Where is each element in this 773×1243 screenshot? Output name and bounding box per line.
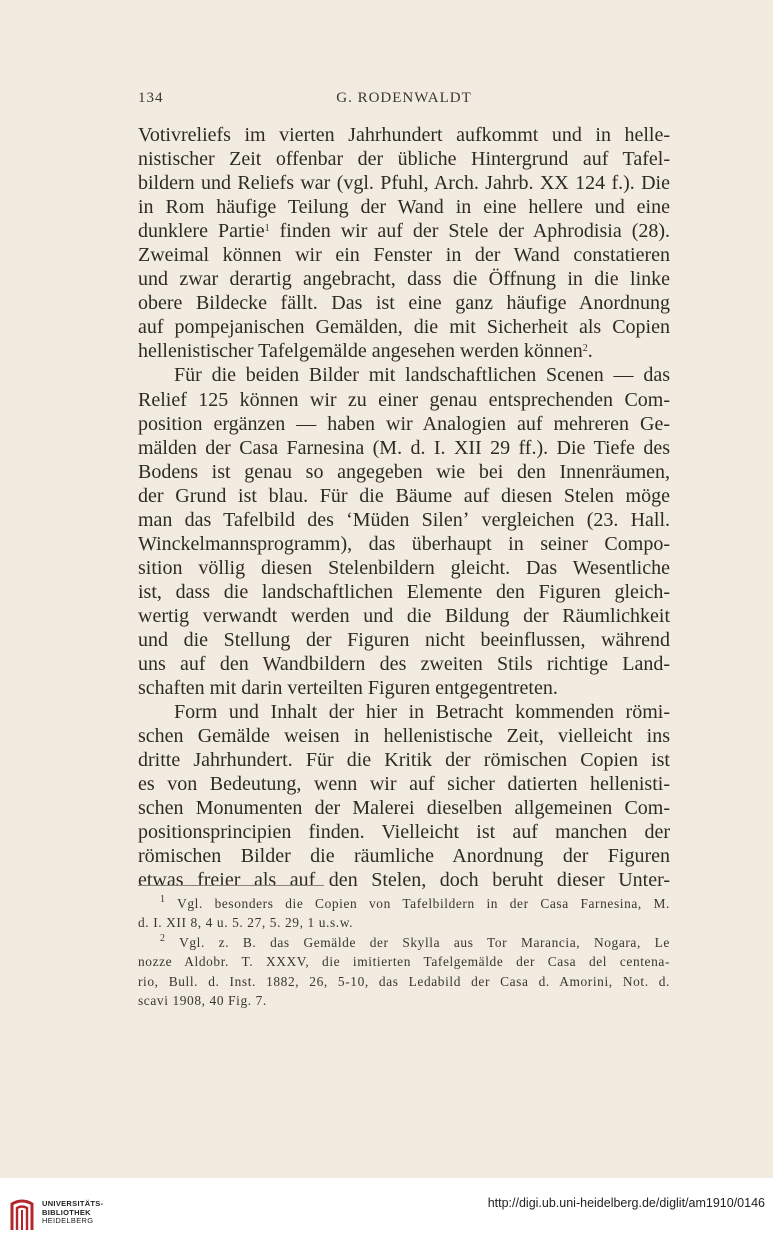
text-line: römischen Bilder die räumliche Anordnung der Figuren — [138, 845, 670, 868]
footnote-line: nozze Aldobr. T. XXXV, die imitierten Tafelgemälde der Casa del centena- — [138, 954, 670, 970]
library-name — [42, 1200, 103, 1226]
library-name-line: BIBLIOTHEK — [42, 1207, 91, 1217]
text-line: schaften mit darin verteilten Figuren entgegentreten. — [138, 677, 558, 700]
page-header — [138, 90, 670, 112]
text-fragment: finden wir auf der Stele der Aphrodisia (28). — [279, 220, 671, 243]
text-line: Winckelmannsprogramm), das überhaupt in seiner Compo- — [138, 532, 670, 555]
text-line: position ergänzen — haben wir Analogien auf mehreren Ge- — [138, 412, 670, 435]
text-line: wertig verwandt werden und die Bildung der Räumlichkeit — [138, 604, 670, 627]
text-line: ist, dass die landschaftlichen Elemente den Figuren gleich- — [138, 580, 670, 603]
text-fragment: dunklere Partie — [138, 220, 265, 243]
text-line: Form und Inhalt der hier in Betracht kommenden römi- — [174, 701, 670, 724]
text-line: Bodens ist genau so angegeben wie bei den Innenräumen, — [138, 460, 670, 483]
footnote-line: scavi 1908, 40 Fig. 7. — [138, 992, 267, 1008]
footnote-ref-2: 2 — [582, 343, 588, 355]
footnote-mark: 1 — [160, 894, 166, 905]
digitization-footer — [0, 1178, 773, 1243]
text-line: hellenistischer Tafelgemälde angesehen werden können$^2$. — [138, 340, 593, 363]
text-line: auf pompejanischen Gemälden, die mit Sicherheit als Copien — [138, 316, 670, 339]
library-logo-icon — [8, 1196, 36, 1232]
library-name-line: UNIVERSITÄTS- — [42, 1199, 104, 1208]
text-line: etwas freier als auf den Stelen, doch beruht dieser Unter- — [138, 869, 670, 892]
footnote-text: Vgl. z. B. das Gemälde der Skylla aus Tor Marancia, Nogara, Le — [179, 934, 670, 950]
body-text — [138, 123, 670, 893]
page-number: 134 — [138, 90, 164, 106]
text-line: Zweimal können wir ein Fenster in der Wand constatieren — [138, 244, 670, 267]
library-name-line: HEIDELBERG — [42, 1216, 94, 1226]
footnote-1 — [138, 894, 670, 913]
text-line: mälden der Casa Farnesina (M. d. I. XII 29 ff.). Die Tiefe des — [138, 436, 670, 459]
footnotes — [138, 894, 670, 1010]
footnote-ref-1: 1 — [264, 223, 270, 235]
text-line — [138, 219, 670, 243]
text-line: Für die beiden Bilder mit landschaftlichen Scenen — das — [174, 364, 670, 387]
text-line: man das Tafelbild des ʻMüden Silenʼ vergleichen (23. Hall. — [138, 508, 670, 531]
running-title: G. RODENWALDT — [336, 90, 472, 106]
footnote-text: Vgl. besonders die Copien von Tafelbildern in der Casa Farnesina, M. — [177, 896, 670, 911]
footnote-2 — [138, 933, 670, 952]
footnote-mark: 2 — [160, 932, 166, 944]
text-line: und zwar derartig angebracht, dass die Öffnung in die linke — [138, 268, 670, 291]
text-line: obere Bildecke fällt. Das ist eine ganz häufige Anordnung — [138, 292, 670, 315]
text-line: nistischer Zeit offenbar der übliche Hintergrund auf Tafel- — [138, 148, 670, 171]
text-line: Relief 125 können wir zu einer genau entsprechenden Com- — [138, 388, 670, 411]
text-line: schen Gemälde weisen in hellenistische Zeit, vielleicht ins — [138, 725, 670, 748]
text-line: sition völlig diesen Stelenbildern gleicht. Das Wesentliche — [138, 556, 670, 579]
footnote-line: rio, Bull. d. Inst. 1882, 26, 5-10, das Ledabild der Casa d. Amorini, Not. d. — [138, 973, 670, 989]
text-line: und die Stellung der Figuren nicht beeinflussen, während — [138, 628, 670, 651]
text-line: positionsprincipien finden. Vielleicht ist auf manchen der — [138, 821, 670, 844]
text-line: der Grund ist blau. Für die Bäume auf diesen Stelen möge — [138, 484, 670, 507]
footnote-line: d. I. XII 8, 4 u. 5. 27, 5. 29, 1 u.s.w. — [138, 915, 354, 931]
text-line: in Rom häufige Teilung der Wand in eine hellere und eine — [138, 196, 670, 219]
text-fragment: hellenistischer Tafelgemälde angesehen werden können — [138, 340, 583, 363]
text-line: schen Monumenten der Malerei dieselben allgemeinen Com- — [138, 797, 670, 820]
footnote-divider — [138, 885, 324, 886]
text-line: es von Bedeutung, wenn wir auf sicher datierten hellenisti- — [138, 773, 670, 796]
text-line: dritte Jahrhundert. Für die Kritik der römischen Copien ist — [138, 749, 670, 772]
text-line: bildern und Reliefs war (vgl. Pfuhl, Arch. Jahrb. XX 124 f.). Die — [138, 172, 670, 195]
source-url[interactable]: http://digi.ub.uni-heidelberg.de/diglit/am1910/0146 — [487, 1196, 765, 1210]
text-line: Votivreliefs im vierten Jahrhundert aufkommt und in helle- — [138, 124, 670, 146]
text-line: uns auf den Wandbildern des zweiten Stils richtige Land- — [138, 653, 670, 676]
